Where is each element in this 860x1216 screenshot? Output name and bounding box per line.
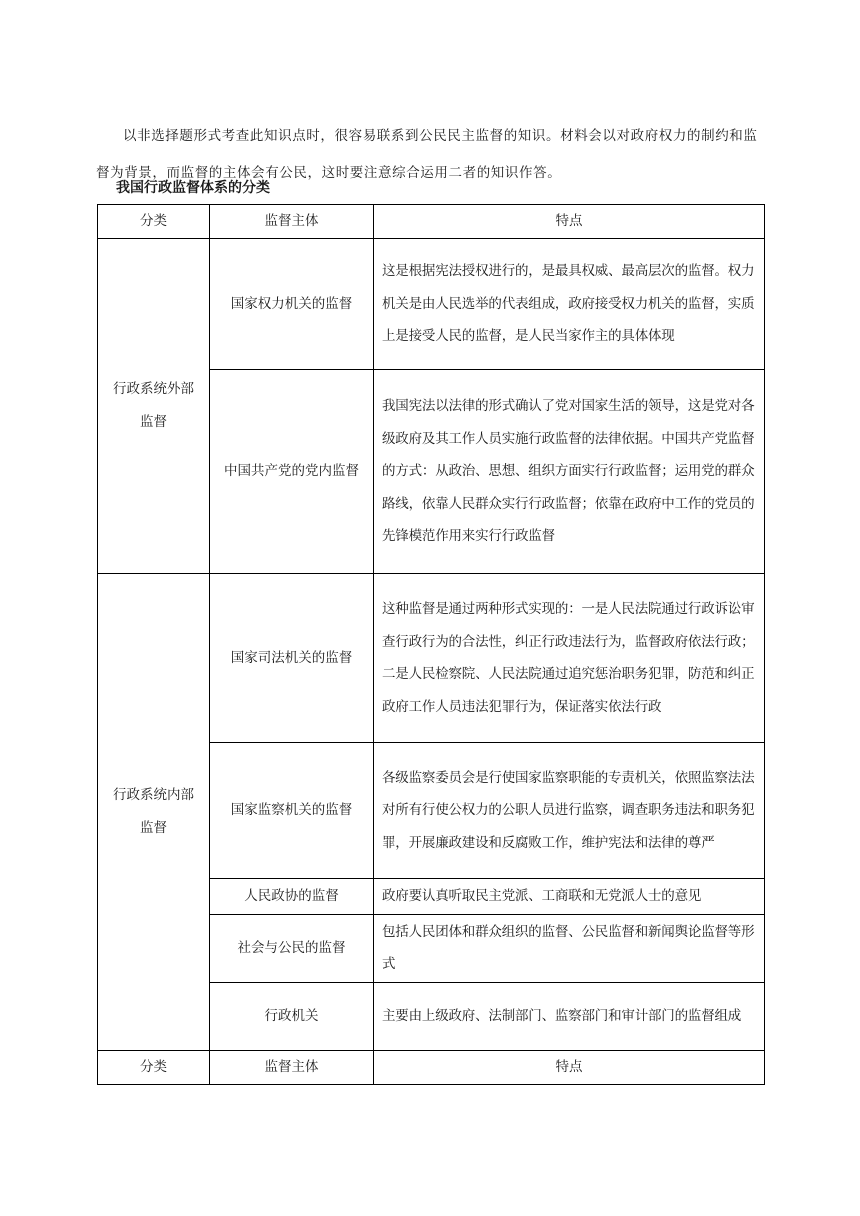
header-feature: 特点 (374, 205, 765, 239)
subject-cell: 行政机关 (210, 982, 374, 1050)
section-heading: 我国行政监督体系的分类 (116, 180, 270, 196)
table-footer-row (98, 1050, 765, 1084)
footer-subject: 监督主体 (210, 1050, 374, 1084)
category-cell: 行政系统内部监督 (98, 574, 210, 1051)
header-category: 分类 (98, 205, 210, 239)
feature-cell: 这种监督是通过两种形式实现的：一是人民法院通过行政诉讼审查行政行为的合法性，纠正行政违法行为，监督政府依法行政；二是人民检察院、人民法院通过追究惩治职务犯罪，防范和纠正政府工作人员违法犯罪行为，保证落实依法行政 (374, 574, 765, 743)
feature-cell: 各级监察委员会是行使国家监察职能的专责机关，依照监察法法对所有行使公权力的公职人员进行监察，调查职务违法和职务犯罪，开展廉政建设和反腐败工作，维护宪法和法律的尊严 (374, 743, 765, 879)
supervision-table (97, 204, 765, 1085)
feature-cell: 包括人民团体和群众组织的监督、公民监督和新闻舆论监督等形式 (374, 914, 765, 982)
subject-cell: 人民政协的监督 (210, 879, 374, 915)
feature-cell: 政府要认真听取民主党派、工商联和无党派人士的意见 (374, 879, 765, 915)
header-subject: 监督主体 (210, 205, 374, 239)
category-cell: 行政系统外部监督 (98, 239, 210, 574)
subject-cell: 国家权力机关的监督 (210, 239, 374, 370)
feature-cell: 我国宪法以法律的形式确认了党对国家生活的领导，这是党对各级政府及其工作人员实施行政监督的法律依据。中国共产党监督的方式：从政治、思想、组织方面实行行政监督；运用党的群众路线，依靠人民群众实行行政监督；依靠在政府中工作的党员的先锋模范作用来实行行政监督 (374, 370, 765, 574)
subject-cell: 社会与公民的监督 (210, 914, 374, 982)
table-header-row (98, 205, 765, 239)
subject-cell: 中国共产党的党内监督 (210, 370, 374, 574)
feature-cell: 这是根据宪法授权进行的，是最具权威、最高层次的监督。权力机关是由人民选举的代表组成，政府接受权力机关的监督，实质上是接受人民的监督，是人民当家作主的具体体现 (374, 239, 765, 370)
table-row (98, 574, 765, 743)
intro-paragraph: 以非选择题形式考查此知识点时，很容易联系到公民民主监督的知识。材料会以对政府权力的制约和监督为背景，而监督的主体会有公民，这时要注意综合运用二者的知识作答。 (96, 127, 758, 181)
feature-cell: 主要由上级政府、法制部门、监察部门和审计部门的监督组成 (374, 982, 765, 1050)
subject-cell: 国家监察机关的监督 (210, 743, 374, 879)
footer-feature: 特点 (374, 1050, 765, 1084)
subject-cell: 国家司法机关的监督 (210, 574, 374, 743)
footer-category: 分类 (98, 1050, 210, 1084)
table-row (98, 239, 765, 370)
